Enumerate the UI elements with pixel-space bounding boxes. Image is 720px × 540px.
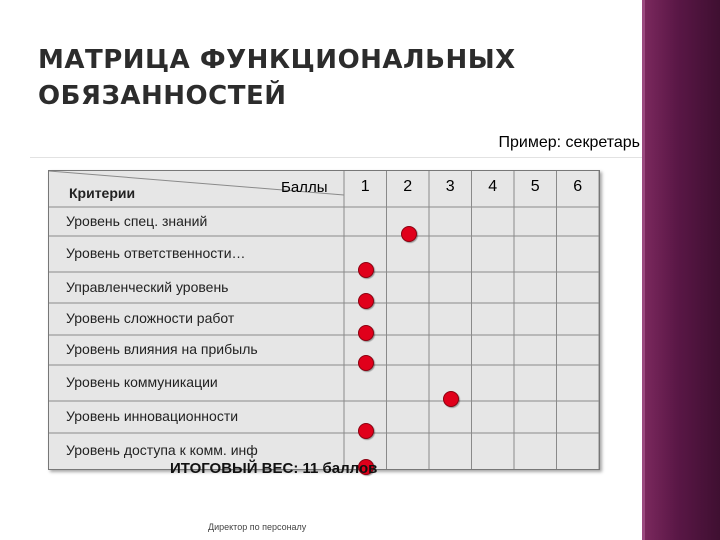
- criterion-row-label: Управленческий уровень: [66, 278, 229, 295]
- duties-matrix-table: [48, 170, 600, 470]
- total-weight: ИТОГОВЫЙ ВЕС: 11 баллов: [170, 460, 378, 477]
- example-caption: Пример: секретарь: [498, 134, 640, 151]
- score-column-header: 1: [360, 178, 370, 195]
- criterion-row-label: Уровень доступа к комм. инф: [66, 442, 258, 458]
- criterion-row-label: Уровень влияния на прибыль: [66, 341, 258, 357]
- criterion-row-label: Уровень инновационности: [66, 408, 239, 424]
- criterion-row-label: Уровень спец. знаний: [66, 212, 208, 229]
- footer-caption: Директор по персоналу: [208, 522, 307, 532]
- score-column-header: 6: [573, 178, 583, 195]
- title-line-1: МАТРИЦА ФУНКЦИОНАЛЬНЫХ: [38, 45, 516, 75]
- criterion-row-label: Уровень ответственности…: [66, 245, 246, 261]
- score-marker: [401, 226, 417, 242]
- criteria-header: Критерии: [69, 185, 136, 201]
- divider-line: [30, 157, 642, 158]
- page-title: [38, 42, 598, 114]
- scores-header: Баллы: [281, 179, 328, 196]
- side-decoration-bar: [642, 0, 720, 540]
- score-column-header: 5: [530, 178, 540, 195]
- score-column-header: 2: [403, 178, 413, 195]
- criterion-row-label: Уровень коммуникации: [66, 374, 218, 390]
- score-column-header: 4: [488, 178, 498, 195]
- score-column-header: 3: [445, 178, 455, 195]
- criterion-row-label: Уровень сложности работ: [66, 310, 235, 326]
- title-line-2: ОБЯЗАННОСТЕЙ: [38, 81, 287, 111]
